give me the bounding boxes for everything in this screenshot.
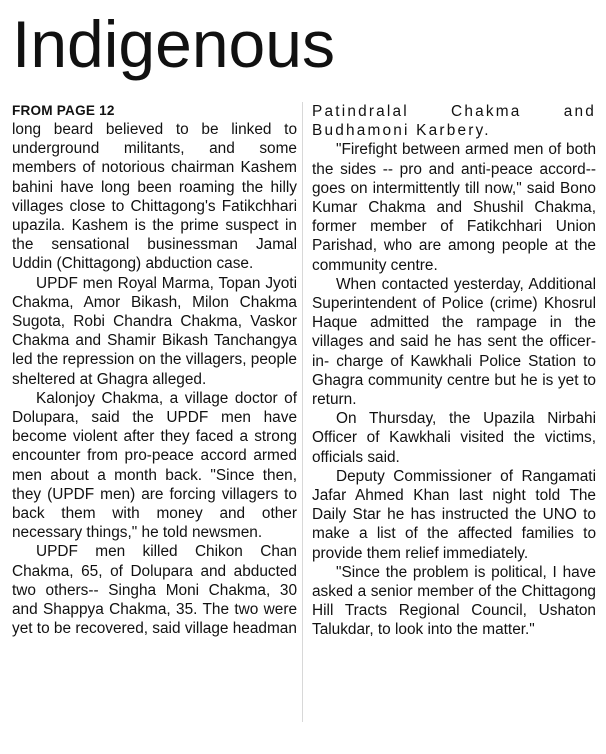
paragraph: Deputy Commissioner of Rangamati Jafar Ahmed Khan last night told The Daily Star he has instructed the UNO to make a list of the affected families to provide them relief immediately. xyxy=(312,467,596,562)
paragraph: UPDF men killed Chikon Chan Chakma, 65, of Dolupara and abducted two others-- Singha Moni Chakma, 30 and Shappya Chakma, 35. The two were yet to be recovered, said village headman xyxy=(12,543,297,638)
column-divider xyxy=(302,102,303,722)
paragraph: long beard believed to be linked to underground militants, and some members of notorious chairman Kashem bahini have long been roaming the hilly villages close to Chittagong's Fatikchhari upazila. Kashem is the prime suspect in the sensational businessman Jamal Uddin (Chittagong) abduction case. xyxy=(12,121,297,273)
headline: Indigenous xyxy=(12,7,335,81)
jump-line: FROM PAGE 12 xyxy=(12,103,115,118)
paragraph: Kalonjoy Chakma, a village doctor of Dolupara, said the UPDF men have become violent after they faced a strong encounter from pro-peace accord armed men about a month back. "Since then, they (UPDF men) are forcing villagers to back them with money and other necessary things," he told newsmen. xyxy=(12,389,297,542)
article-column-left xyxy=(12,102,297,638)
paragraph: On Thursday, the Upazila Nirbahi Officer of Kawkhali visited the victims, officials said. xyxy=(312,410,596,466)
paragraph: When contacted yesterday, Additional Superintendent of Police (crime) Khosrul Haque admitted the rampage in the villages and said he has sent the officer-in- charge of Kawkhali Police Station to Ghagra community centre but he is yet to return. xyxy=(312,275,596,409)
paragraph: UPDF men Royal Marma, Topan Jyoti Chakma, Amor Bikash, Milon Chakma Sugota, Robi Chandra Chakma, Vaskor Chakma and Shamir Bikash Tanchangya led the repression on the villagers, people sheltered at Ghagra alleged. xyxy=(12,274,297,388)
paragraph: "Firefight between armed men of both the sides -- pro and anti-peace accord-- goes on intermittently till now," said Bono Kumar Chakma and Shushil Chakma, former member of Fatikchhari Union Parishad, who are among people at the community centre. xyxy=(312,141,596,274)
paragraph: "Since the problem is political, I have asked a senior member of the Chittagong Hill Tracts Regional Council, Ushaton Talukdar, to look into the matter." xyxy=(312,563,596,639)
paragraph: Patindralal Chakma and Budhamoni Karbery. xyxy=(312,103,596,140)
article-column-right xyxy=(312,102,596,640)
